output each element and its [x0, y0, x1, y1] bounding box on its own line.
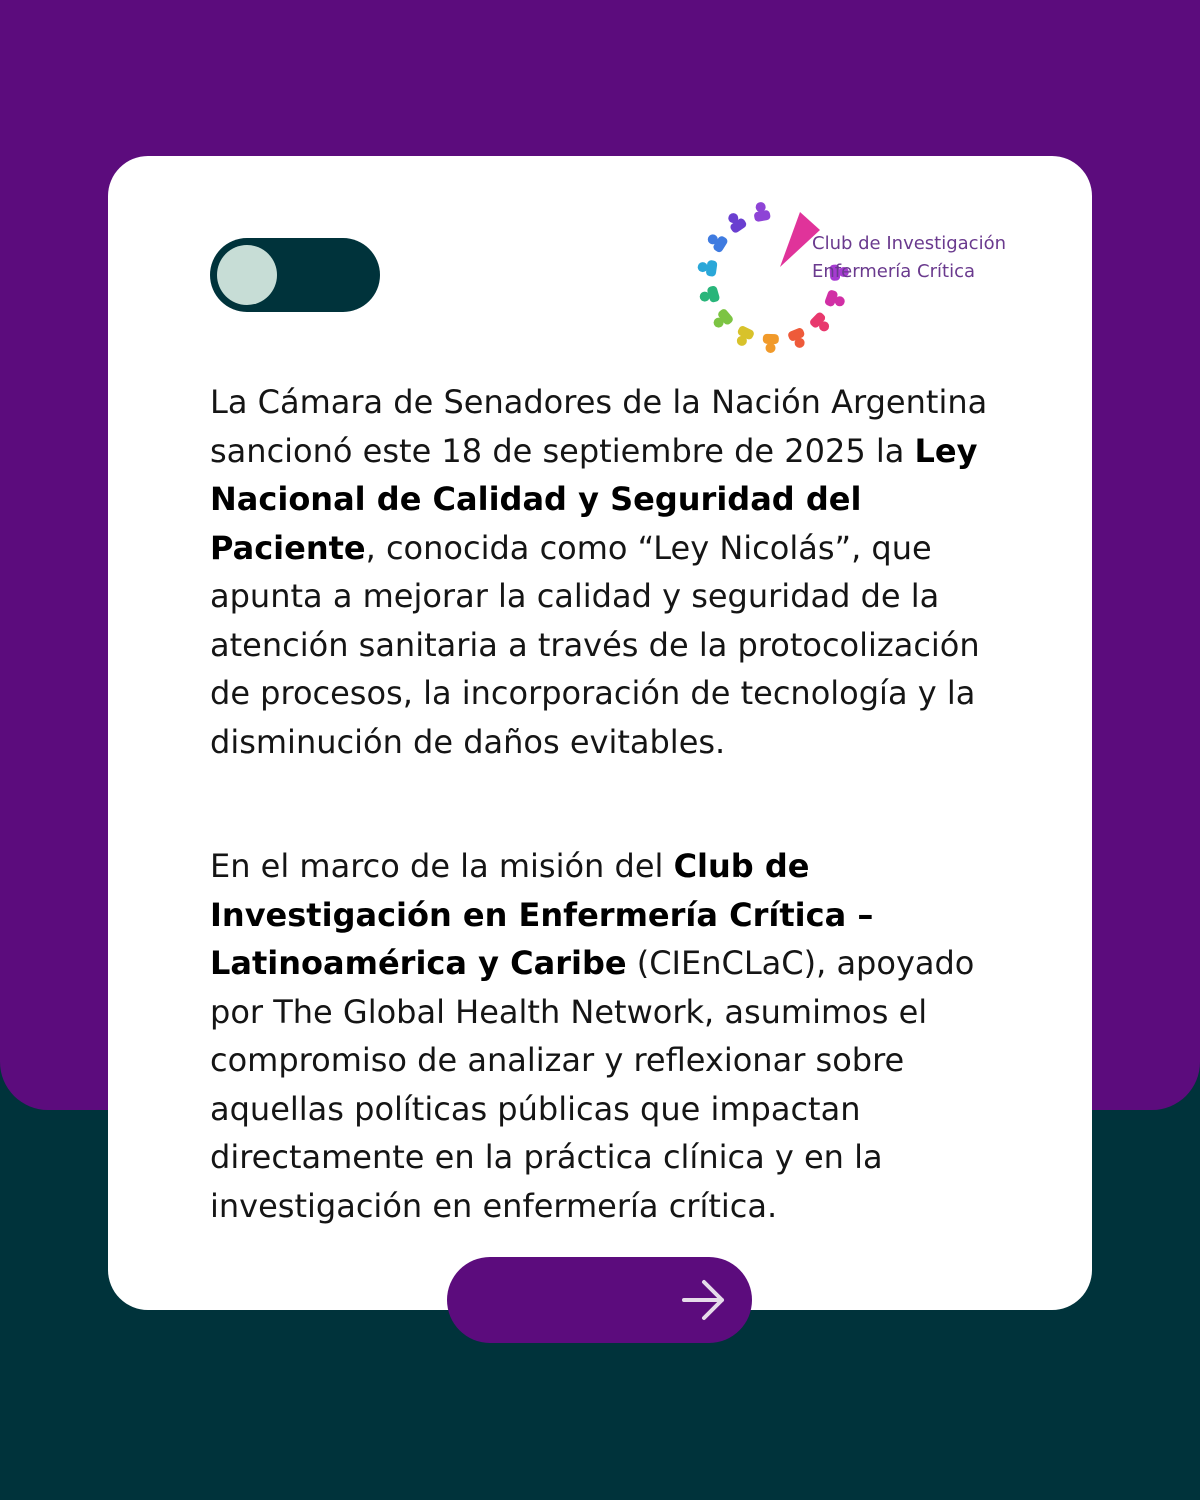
logo-line-2: Enfermería Crítica — [812, 261, 975, 282]
law-name: Ley Nacional de Calidad y Seguridad del Paciente — [210, 431, 978, 567]
club-name: Club de Investigación en Enfermería Crítica – Latinoamérica y Caribe — [210, 847, 874, 982]
arrow-right-icon — [680, 1277, 728, 1323]
toggle-switch[interactable] — [210, 238, 380, 312]
logo-line-1: Club de Investigación — [812, 233, 1007, 254]
content-card — [108, 156, 1092, 1310]
paragraph-law — [210, 378, 1020, 766]
paragraph-club-intro: En el marco de la misión del — [210, 847, 674, 885]
logo-text — [812, 230, 1006, 286]
paragraph-law-intro: La Cámara de Senadores de la Nación Argentina sancionó este 18 de septiembre de 2025 la — [210, 383, 988, 470]
toggle-knob — [217, 245, 277, 305]
paragraph-club-rest: (CIEnCLaC), apoyado por The Global Health Network, asumimos el compromiso de analizar y reflexionar sobre aquellas políticas públicas que impactan directamente en la práctica clínica y en la investigación en enfermería crítica. — [210, 944, 975, 1225]
paragraph-law-rest: , conocida como “Ley Nicolás”, que apunta a mejorar la calidad y seguridad de la atención sanitaria a través de la protocolización de procesos, la incorporación de tecnología y la disminución de daños evitables. — [210, 528, 980, 761]
club-logo — [688, 192, 1018, 362]
next-button[interactable] — [447, 1257, 752, 1343]
paragraph-club — [210, 842, 1020, 1230]
